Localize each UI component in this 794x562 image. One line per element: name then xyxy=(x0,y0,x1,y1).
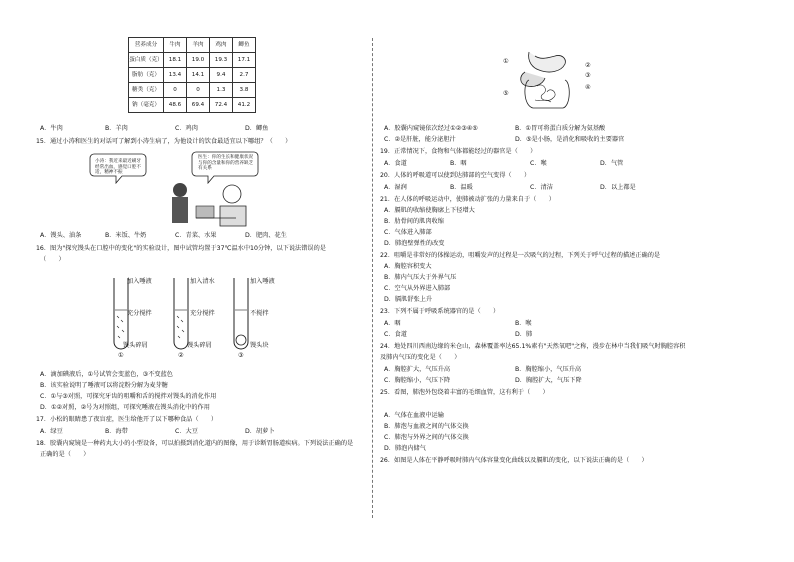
q20-option-a: A．湿润 xyxy=(384,184,407,191)
organ-label-3: ③ xyxy=(585,72,591,79)
q19-stem: 19．正常情况下，食物和气体都能经过的器官是（ ） xyxy=(380,148,537,155)
column-divider xyxy=(372,38,373,518)
digestive-system-diagram xyxy=(515,50,583,112)
q24-option-c: C．胸腔缩小，气压下降 xyxy=(384,377,451,384)
table-cell: 9.4 xyxy=(210,68,233,83)
q23-option-b: B．喉 xyxy=(515,320,532,327)
table-cell: 脂肪（克） xyxy=(129,68,164,83)
table-header-cell: 鲫鱼 xyxy=(233,38,256,53)
q14-option-b: B．羊肉 xyxy=(105,125,128,132)
q18-option-a: A．胶囊内窥镜依次经过①②③④⑤ xyxy=(384,125,478,132)
tube3-top-label: 加入唾液 xyxy=(250,278,275,285)
q16-option-c: C．①与③对照，可探究牙齿的咀嚼和舌的搅拌对馒头的消化作用 xyxy=(40,393,217,400)
table-cell: 糖类（克） xyxy=(129,83,164,98)
tube2-number: ② xyxy=(178,352,184,359)
q22-option-d: D．膈肌舒张上升 xyxy=(384,296,433,303)
table-cell: 17.1 xyxy=(233,53,256,68)
table-cell: 0 xyxy=(164,83,187,98)
table-cell: 蛋白质（克） xyxy=(129,53,164,68)
q14-option-a: A．牛肉 xyxy=(40,125,63,132)
q21-option-c: C．气体进入肺部 xyxy=(384,229,432,236)
table-row xyxy=(129,98,256,113)
q24-line2: 及肺内气压的变化是（ ） xyxy=(380,354,461,361)
q22-option-a: A．胸腔容积变大 xyxy=(384,263,432,270)
table-row xyxy=(129,53,256,68)
table-header-cell: 鸡肉 xyxy=(210,38,233,53)
q15-bubble-right: 医生：你的生长和健康状况与你的含量和你的营养缺乏有关系 xyxy=(198,155,254,172)
q20-option-d: D．以上都是 xyxy=(600,184,636,191)
table-cell: 1.3 xyxy=(210,83,233,98)
table-cell: 13.4 xyxy=(164,68,187,83)
q15-option-c: C．青菜、水果 xyxy=(175,232,217,239)
table-header-cell: 营养成分 xyxy=(129,38,164,53)
table-cell: 2.7 xyxy=(233,68,256,83)
q24-line1: 24．地处四川西南边缘的米仓山，森林覆盖率达65.1%素有"天然氧吧"之称，漫步在林中当我们吸气时胸腔容积 xyxy=(380,343,686,350)
table-cell: 18.1 xyxy=(164,53,187,68)
q18-line2: 正确的是（ ） xyxy=(40,451,90,458)
q21-option-a: A．膈肌的收缩使胸廓上下径增大 xyxy=(384,207,475,214)
tube1-mid-label: 充分搅拌 xyxy=(127,310,152,317)
q25-option-c: C．肺泡与外界之间的气体交换 xyxy=(384,434,469,441)
table-cell: 19.0 xyxy=(187,53,210,68)
tube2-top-label: 加入清水 xyxy=(190,278,215,285)
q23-option-c: C．食道 xyxy=(384,331,407,338)
q17-stem: 17．小松的眼睛患了夜盲症，医生给他开了以下哪种食品（ ） xyxy=(36,416,218,423)
q18-option-c: C．②是肝脏，能分泌胆汁 xyxy=(384,136,456,143)
organ-label-2: ② xyxy=(585,62,591,69)
q20-option-b: B．温暖 xyxy=(450,184,473,191)
q23-option-d: D．肺 xyxy=(515,331,533,338)
q15-option-b: B．米饭、牛奶 xyxy=(105,232,147,239)
table-cell: 3.8 xyxy=(233,83,256,98)
q19-option-c: C．喉 xyxy=(530,160,547,167)
organ-label-1: ① xyxy=(503,58,509,65)
q23-option-a: A．咽 xyxy=(384,320,401,327)
q25-option-a: A．气体在血液中运输 xyxy=(384,412,444,419)
q17-option-a: A．绿豆 xyxy=(40,428,63,435)
q22-option-c: C．空气从外界进入肺部 xyxy=(384,285,451,292)
q21-option-b: B．肋骨间的肌肉收缩 xyxy=(384,218,444,225)
table-row xyxy=(129,83,256,98)
organ-label-4: ④ xyxy=(585,84,591,91)
table-cell: 69.4 xyxy=(187,98,210,113)
q20-stem: 20．人体的呼吸道可以使到达肺部的空气变得（ ） xyxy=(380,172,531,179)
q26-stem: 26．如图是人体在平静呼吸时肺内气体容量变化曲线以及膈肌的变化，以下说法正确的是（ ） xyxy=(380,457,648,464)
tube3-mid-label: 不搅拌 xyxy=(250,310,269,317)
q16-option-a: A．滴加碘液后，①号试管会变蓝色，③不变蓝色 xyxy=(40,371,173,378)
q17-option-d: D．胡萝卜 xyxy=(245,428,275,435)
q15-stem: 15．通过小涛和医生的对话可了解到小涛生病了，为他设计的饮食最适宜以下哪组？（ ） xyxy=(36,138,292,145)
table-header-cell: 羊肉 xyxy=(187,38,210,53)
q21-stem: 21．在人体的呼吸运动中，使肺被动扩张的力量来自于（ ） xyxy=(380,196,555,203)
q20-option-c: C．清洁 xyxy=(530,184,553,191)
tube1-number: ① xyxy=(118,352,124,359)
q25-option-b: B．肺泡与血液之间的气体交换 xyxy=(384,423,469,430)
q25-option-d: D．肺泡内储气 xyxy=(384,445,426,452)
q25-stem: 25．看图，肺泡外包绕着丰富的毛细血管，这有利于（ ） xyxy=(380,389,549,396)
tube2-bottom-label: 馒头碎屑 xyxy=(187,342,212,349)
q19-option-a: A．食道 xyxy=(384,160,407,167)
q21-option-d: D．肺泡壁弹性的改变 xyxy=(384,240,445,247)
q18-line1: 18．胶囊内窥镜是一种药丸大小的小型设备，可以拍摄到消化道内的图像，用于诊断胃肠道疾病。下列说法正确的是 xyxy=(36,440,354,447)
table-cell: 41.2 xyxy=(233,98,256,113)
tube1-top-label: 加入唾液 xyxy=(127,278,152,285)
q16-stem: 16．图为"探究馒头在口腔中的变化"的实验设计，图中试管均置于37℃温水中10分钟，以下说法错误的是 xyxy=(36,245,326,252)
table-cell: 48.6 xyxy=(164,98,187,113)
q14-option-d: D．鲫鱼 xyxy=(245,125,269,132)
q17-option-c: C．大豆 xyxy=(175,428,198,435)
table-cell: 19.3 xyxy=(210,53,233,68)
table-cell: 钠（毫克） xyxy=(129,98,164,113)
nutrition-table xyxy=(128,37,256,113)
q22-stem: 22．咀嚼是非常好的体操运动，咀嚼发声的过程是一次吸气的过程，下列关于呼气过程的描述正确的是 xyxy=(380,252,661,259)
q19-option-b: B．咽 xyxy=(450,160,467,167)
q18-option-d: D．⑤是小肠，是消化和吸收的主要器官 xyxy=(515,136,625,143)
q14-option-c: C．鸡肉 xyxy=(175,125,198,132)
tube3-bottom-label: 馒头块 xyxy=(250,342,269,349)
q19-option-d: D．气管 xyxy=(600,160,624,167)
q18-option-b: B．①胃可将蛋白质分解为氨基酸 xyxy=(515,125,606,132)
tube1-bottom-label: 馒头碎屑 xyxy=(123,342,148,349)
table-cell: 0 xyxy=(187,83,210,98)
organ-label-5: ⑤ xyxy=(503,90,509,97)
q24-option-a: A．胸腔扩大，气压升高 xyxy=(384,366,451,373)
table-header-cell: 牛肉 xyxy=(164,38,187,53)
q16-option-b: B．该实验说明了唾液可以将淀粉分解为麦芽糖 xyxy=(40,382,168,389)
q22-option-b: B．肺内气压大于外界气压 xyxy=(384,274,457,281)
table-row xyxy=(129,68,256,83)
tube3-number: ③ xyxy=(238,352,244,359)
q16-paren: （ ） xyxy=(40,256,65,263)
q17-option-b: B．海带 xyxy=(105,428,128,435)
table-header-row xyxy=(129,38,256,53)
q24-option-d: D．胸腔扩大，气压下降 xyxy=(515,377,582,384)
table-cell: 14.1 xyxy=(187,68,210,83)
q15-bubble-left: 小涛：我近来最近刷牙经常出血，感觉口腔不适，精神不振 xyxy=(95,159,141,176)
q15-option-d: D．肥肉、花生 xyxy=(245,232,287,239)
q23-stem: 23．下列不属于呼吸系统器官的是（ ） xyxy=(380,308,500,315)
q16-option-d: D．①②对照，②号为对照组，可探究唾液在馒头消化中的作用 xyxy=(40,404,210,411)
tube2-mid-label: 充分搅拌 xyxy=(190,310,215,317)
q24-option-b: B．胸腔缩小，气压升高 xyxy=(515,366,582,373)
table-cell: 72.4 xyxy=(210,98,233,113)
q15-option-a: A．馒头、油条 xyxy=(40,232,82,239)
